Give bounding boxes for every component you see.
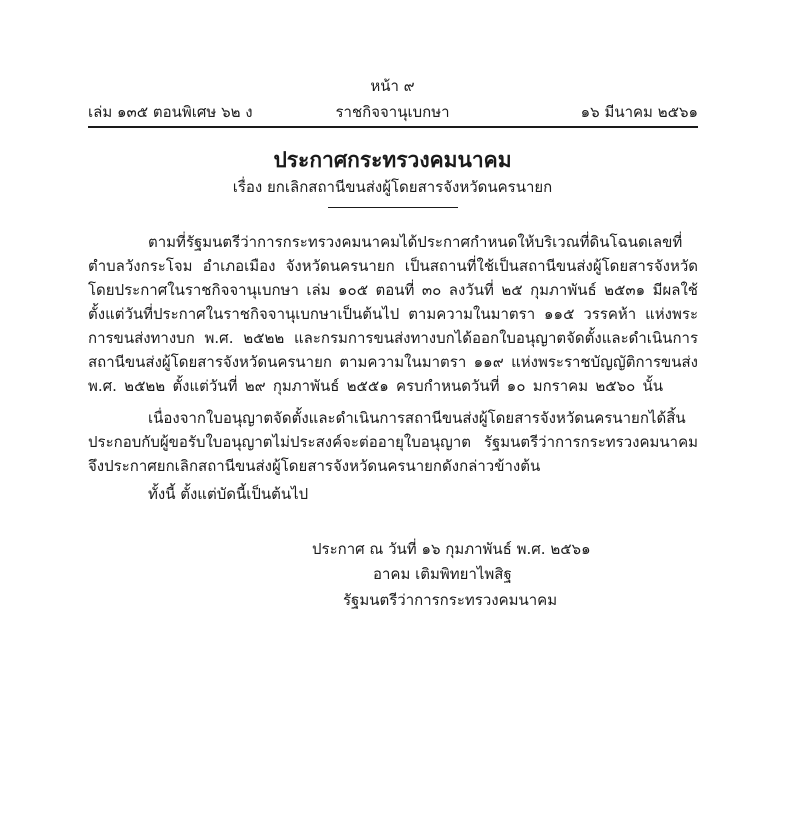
header-divider — [88, 126, 698, 128]
body-line: โดยประกาศในราชกิจจานุเบกษา เล่ม ๑๐๕ ตอนที่ ๓๐ ลงวันที่ ๒๕ กุมภาพันธ์ ๒๕๓๑ มีผลใช้ — [88, 281, 698, 299]
document-subject: เรื่อง ยกเลิกสถานีขนส่งผู้โดยสารจังหวัดนครนายก — [232, 178, 553, 196]
body-line: ตำบลวังกระโจม อำเภอเมือง จังหวัดนครนายก เป็นสถานที่ใช้เป็นสถานีขนส่งผู้โดยสารจังหวัด — [88, 257, 698, 275]
gazette-date: ๑๖ มีนาคม ๒๕๖๑ — [580, 103, 698, 121]
body-line: ตั้งแต่วันที่ประกาศในราชกิจจานุเบกษาเป็นต้นไป ตามความในมาตรา ๑๑๕ วรรคห้า แห่งพระ — [88, 305, 698, 323]
signatory-name: อาคม เติมพิทยาไพสิฐ — [373, 565, 512, 583]
signatory-position: รัฐมนตรีว่าการกระทรวงคมนาคม — [343, 591, 558, 609]
body-line: การขนส่งทางบก พ.ศ. ๒๕๒๒ และกรมการขนส่งทางบกได้ออกใบอนุญาตจัดตั้งและดำเนินการ — [88, 329, 698, 347]
body-line: สถานีขนส่งผู้โดยสารจังหวัดนครนายก ตามความในมาตรา ๑๑๙ แห่งพระราชบัญญัติการขนส่ง — [88, 353, 698, 371]
announcement-date: ประกาศ ณ วันที่ ๑๖ กุมภาพันธ์ พ.ศ. ๒๕๖๑ — [312, 540, 591, 558]
page-number: หน้า ๙ — [370, 77, 415, 95]
body-line: ตามที่รัฐมนตรีว่าการกระทรวงคมนาคมได้ประกาศกำหนดให้บริเวณที่ดินโฉนดเลขที่ — [148, 233, 683, 251]
body-line: พ.ศ. ๒๕๒๒ ตั้งแต่วันที่ ๒๙ กุมภาพันธ์ ๒๕๕๑ ครบกำหนดวันที่ ๑๐ มกราคม ๒๕๖๐ นั้น — [88, 377, 663, 395]
body-line: เนื่องจากใบอนุญาตจัดตั้งและดำเนินการสถานีขนส่งผู้โดยสารจังหวัดนครนายกได้สิ้น — [148, 409, 686, 427]
body-line: ประกอบกับผู้ขอรับใบอนุญาตไม่ประสงค์จะต่ออายุใบอนุญาต รัฐมนตรีว่าการกระทรวงคมนาคม — [88, 433, 698, 451]
gazette-name: ราชกิจจานุเบกษา — [335, 103, 450, 121]
document-title: ประกาศกระทรวงคมนาคม — [273, 147, 512, 172]
gazette-volume-info: เล่ม ๑๓๕ ตอนพิเศษ ๖๒ ง — [88, 103, 253, 121]
body-line: จึงประกาศยกเลิกสถานีขนส่งผู้โดยสารจังหวัดนครนายกดังกล่าวข้างต้น — [88, 457, 541, 475]
body-line: ทั้งนี้ ตั้งแต่บัดนี้เป็นต้นไป — [148, 485, 309, 503]
subject-divider — [328, 207, 458, 208]
